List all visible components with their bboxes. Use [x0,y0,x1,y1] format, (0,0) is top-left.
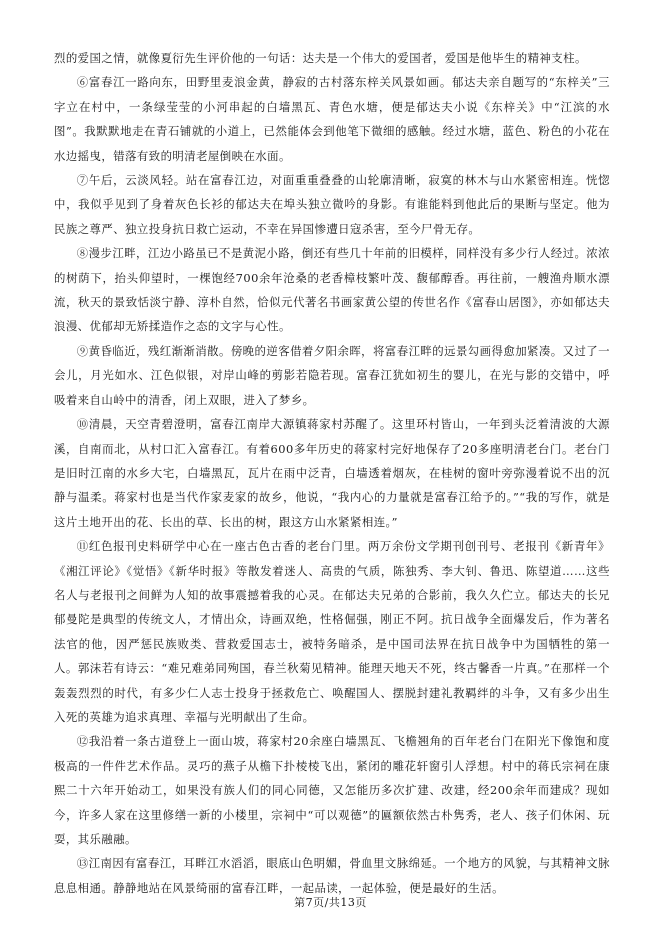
paragraph-13: ⑬江南因有富春江，耳畔江水滔滔，眼底山色明媚，骨血里文脉绵延。一个地方的风貌，与其精神文脉息息相通。静静地站在风景绮丽的富春江畔，一起品读，一起体验，便是最好的生活。 [54,856,610,895]
paragraph-12: ⑫我沿着一条古道登上一面山坡，蒋家村20余座白墙黑瓦、飞檐翘角的百年老台门在阳光下像饱和度极高的一件件艺术作品。灵巧的燕子从檐下扑棱棱飞出，紧闭的雕花轩窗引人浮想。村中的蒋氏宗祠在康熙二十六年开始动工，如果没有族人们的同心同德，又怎能历多次扩建、改建，经200余年而建成？现如今，许多人家在这里修缮一新的小楼里，宗祠中“可以观德”的匾额依然古朴隽秀，老人、孩子们休闲、玩耍，其乐融融。 [54,734,610,846]
paragraph-continued: 烈的爱国之情，就像夏衍先生评价他的一句话：达夫是一个伟大的爱国者，爱国是他毕生的精神支柱。 [54,51,587,65]
paragraph-10: ⑩清晨，天空青碧澄明，富春江南岸大源镇蒋家村苏醒了。这里环村皆山，一年到头泛着清波的大源溪，自南而北，从村口汇入富春江。有着600多年历史的蒋家村完好地保存了20多座明清老台门。老台门是旧时江南的水乡大宅，白墙黑瓦，瓦片在雨中泛青，白墙透着烟灰，在桂树的窗叶旁弥漫着说不出的沉静与温柔。蒋家村也是当代作家麦家的故乡，他说，“我内心的力量就是富春江给予的。”“我的写作，就是这片土地开出的花、长出的草、长出的树，跟这方山水紧紧相连。” [54,417,610,529]
paragraph-6: ⑥富春江一路向东，田野里麦浪金黄，静寂的古村落东梓关风景如画。郁达夫亲自题写的“东梓关”三字立在村中，一条绿莹莹的小河串起的白墙黑瓦、青色水塘，便是郁达夫小说《东梓关》中“江滨的水图”。我默默地走在青石铺就的小道上，已然能体会到他笔下微细的感触。经过水塘，蓝色、粉色的小花在水边摇曳，错落有致的明清老屋倒映在水面。 [54,75,610,163]
paragraph-8: ⑧漫步江畔，江边小路虽已不是黄泥小路，倒还有些几十年前的旧模样，同样没有多少行人经过。浓浓的树荫下，抬头仰望时，一棵饱经700余年沧桑的老香樟枝繁叶茂、馥郁醇香。再往前，一艘渔舟顺水漂流，秋天的景致恬淡宁静、淳朴自然，恰似元代著名书画家黄公望的传世名作《富春山居图》，亦如郁达夫浪漫、优郁却无矫揉造作之态的文字与心性。 [54,246,610,334]
paragraph-7: ⑦午后，云淡风轻。站在富春江边，对面重重叠叠的山轮廓清晰，寂寞的林木与山水紧密相连。恍惚中，我似乎见到了身着灰色长衫的郁达夫在埠头独立微吟的身影。有谁能料到他此后的果断与坚定。他为民族之尊严、独立投身抗日救亡运动，不幸在异国惨遭日寇杀害，至今尸骨无存。 [54,173,610,236]
paragraph-11: ⑪红色报刊史料研学中心在一座古色古香的老台门里。两万余份文学期刊创刊号、老报刊《新青年》《湘江评论》《觉悟》《新华时报》等散发着迷人、高贵的气质，陈独秀、李大钊、鲁迅、陈望道……这些名人与老报刊之间鲜为人知的故事震撼着我的心灵。在郁达夫兄弟的合影前，我久久伫立。郁达夫的长兄郁曼陀是典型的传统文人，才情出众，诗画双绝，性格倔强，刚正不阿。抗日战争全面爆发后，作为著名法官的他，因严惩民族败类、营救爱国志士，被特务暗杀，是中国司法界在抗日战争中为国牺牲的第一人。郭沫若有诗云：“难兄难弟同殉国，春兰秋菊见精神。能理天地天不死，终古馨香一片真。”在那样一个轰轰烈烈的时代，有多少仁人志士投身于拯救危亡、唤醒国人、摆脱封建礼教羁绊的斗争，又有多少出生入死的英雄为追求真理、幸福与光明献出了生命。 [54,539,610,724]
paragraph-9: ⑨黄昏临近，残红渐渐消散。傍晚的逆客借着夕阳余晖，将富春江畔的远景勾画得愈加紧凑。又过了一会儿，月光如水、江色似银，对岸山峰的剪影若隐若现。富春江犹如初生的婴儿，在光与影的交错中，呼吸着来自山岭中的清香，闭上双眼，进入了梦乡。 [54,343,610,407]
page-number: 第7页/共13页 [294,896,367,909]
article-body [54,46,610,900]
